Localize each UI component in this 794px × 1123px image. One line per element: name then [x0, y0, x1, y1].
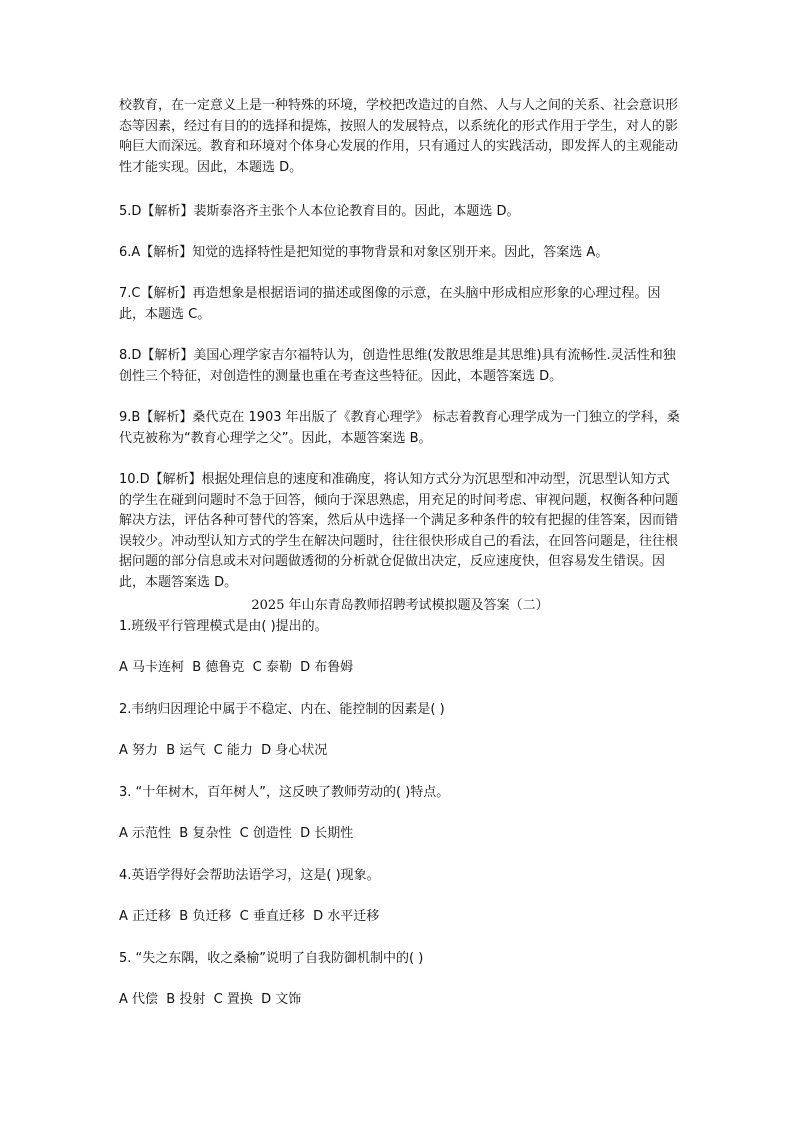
question-stem: 3. “十年树木，百年树人”，这反映了教师劳动的( )特点。 [119, 785, 450, 800]
answer-explanation: 9.B【解析】桑代克在 1903 年出版了《教育心理学》 标志着教育心理学成为一门独立的学科，桑代克被称为“教育心理学之父”。因此，本题答案选 B。 [119, 410, 680, 446]
answer-explanation: 7.C【解析】再造想象是根据语词的描述或图像的示意，在头脑中形成相应形象的心理过程。因此，本题选 C。 [119, 286, 661, 322]
question-stem: 5. “失之东隅，收之桑榆”说明了自我防御机制中的( ) [119, 951, 424, 966]
question-stem: 4.英语学得好会帮助法语学习，这是( )现象。 [119, 868, 380, 883]
question-options: A 正迁移 B 负迁移 C 垂直迁移 D 水平迁移 [119, 909, 380, 924]
section-title: 2025 年山东青岛教师招聘考试模拟题及答案（二） [251, 598, 549, 613]
answer-explanation: 8.D【解析】美国心理学家吉尔福特认为，创造性思维(发散思维是其思维)具有流畅性.灵活性和独创性三个特征，对创造性的测量也重在考查这些特征。因此，本题答案选 D。 [119, 348, 676, 384]
question-stem: 2.韦纳归因理论中属于不稳定、内在、能控制的因素是( ) [119, 702, 445, 717]
answer-explanation: 5.D【解析】裴斯泰洛齐主张个人本位论教育目的。因此，本题选 D。 [119, 204, 520, 219]
answer-explanation: 10.D【解析】根据处理信息的速度和准确度，将认知方式分为沉思型和冲动型，沉思型认知方式的学生在碰到问题时不急于回答，倾向于深思熟虑，用充足的时间考虑、审视问题，权衡各种问题解决方法，评估各种可替代的答案，然后从中选择一个满足多种条件的较有把握的佳答案，因而错误较少。冲动型认知方式的学生在解决问题时，往往很快形成自己的看法，在回答问题是，往往根据问题的部分信息或未对问题做透彻的分析就仓促做出决定，反应速度快，但容易发生错误。因此，本题答案选 D。 [119, 472, 679, 590]
question-options: A 示范性 B 复杂性 C 创造性 D 长期性 [119, 826, 354, 841]
question-options: A 努力 B 运气 C 能力 D 身心状况 [119, 743, 328, 758]
question-options: A 代偿 B 投射 C 置换 D 文饰 [119, 992, 302, 1007]
continuation-paragraph: 校教育，在一定意义上是一种特殊的环境，学校把改造过的自然、人与人之间的关系、社会意识形态等因素，经过有目的的选择和提炼，按照人的发展特点，以系统化的形式作用于学生，对人的影响巨大而深远。教育和环境对个体身心发展的作用，只有通过人的实践活动，即发挥人的主观能动性才能实现。因此，本题选 D。 [119, 98, 679, 175]
answer-explanation: 6.A【解析】知觉的选择特性是把知觉的事物背景和对象区别开来。因此，答案选 A。 [119, 245, 609, 260]
question-options: A 马卡连柯 B 德鲁克 C 泰勒 D 布鲁姆 [119, 660, 354, 675]
question-stem: 1.班级平行管理模式是由( )提出的。 [119, 619, 328, 634]
